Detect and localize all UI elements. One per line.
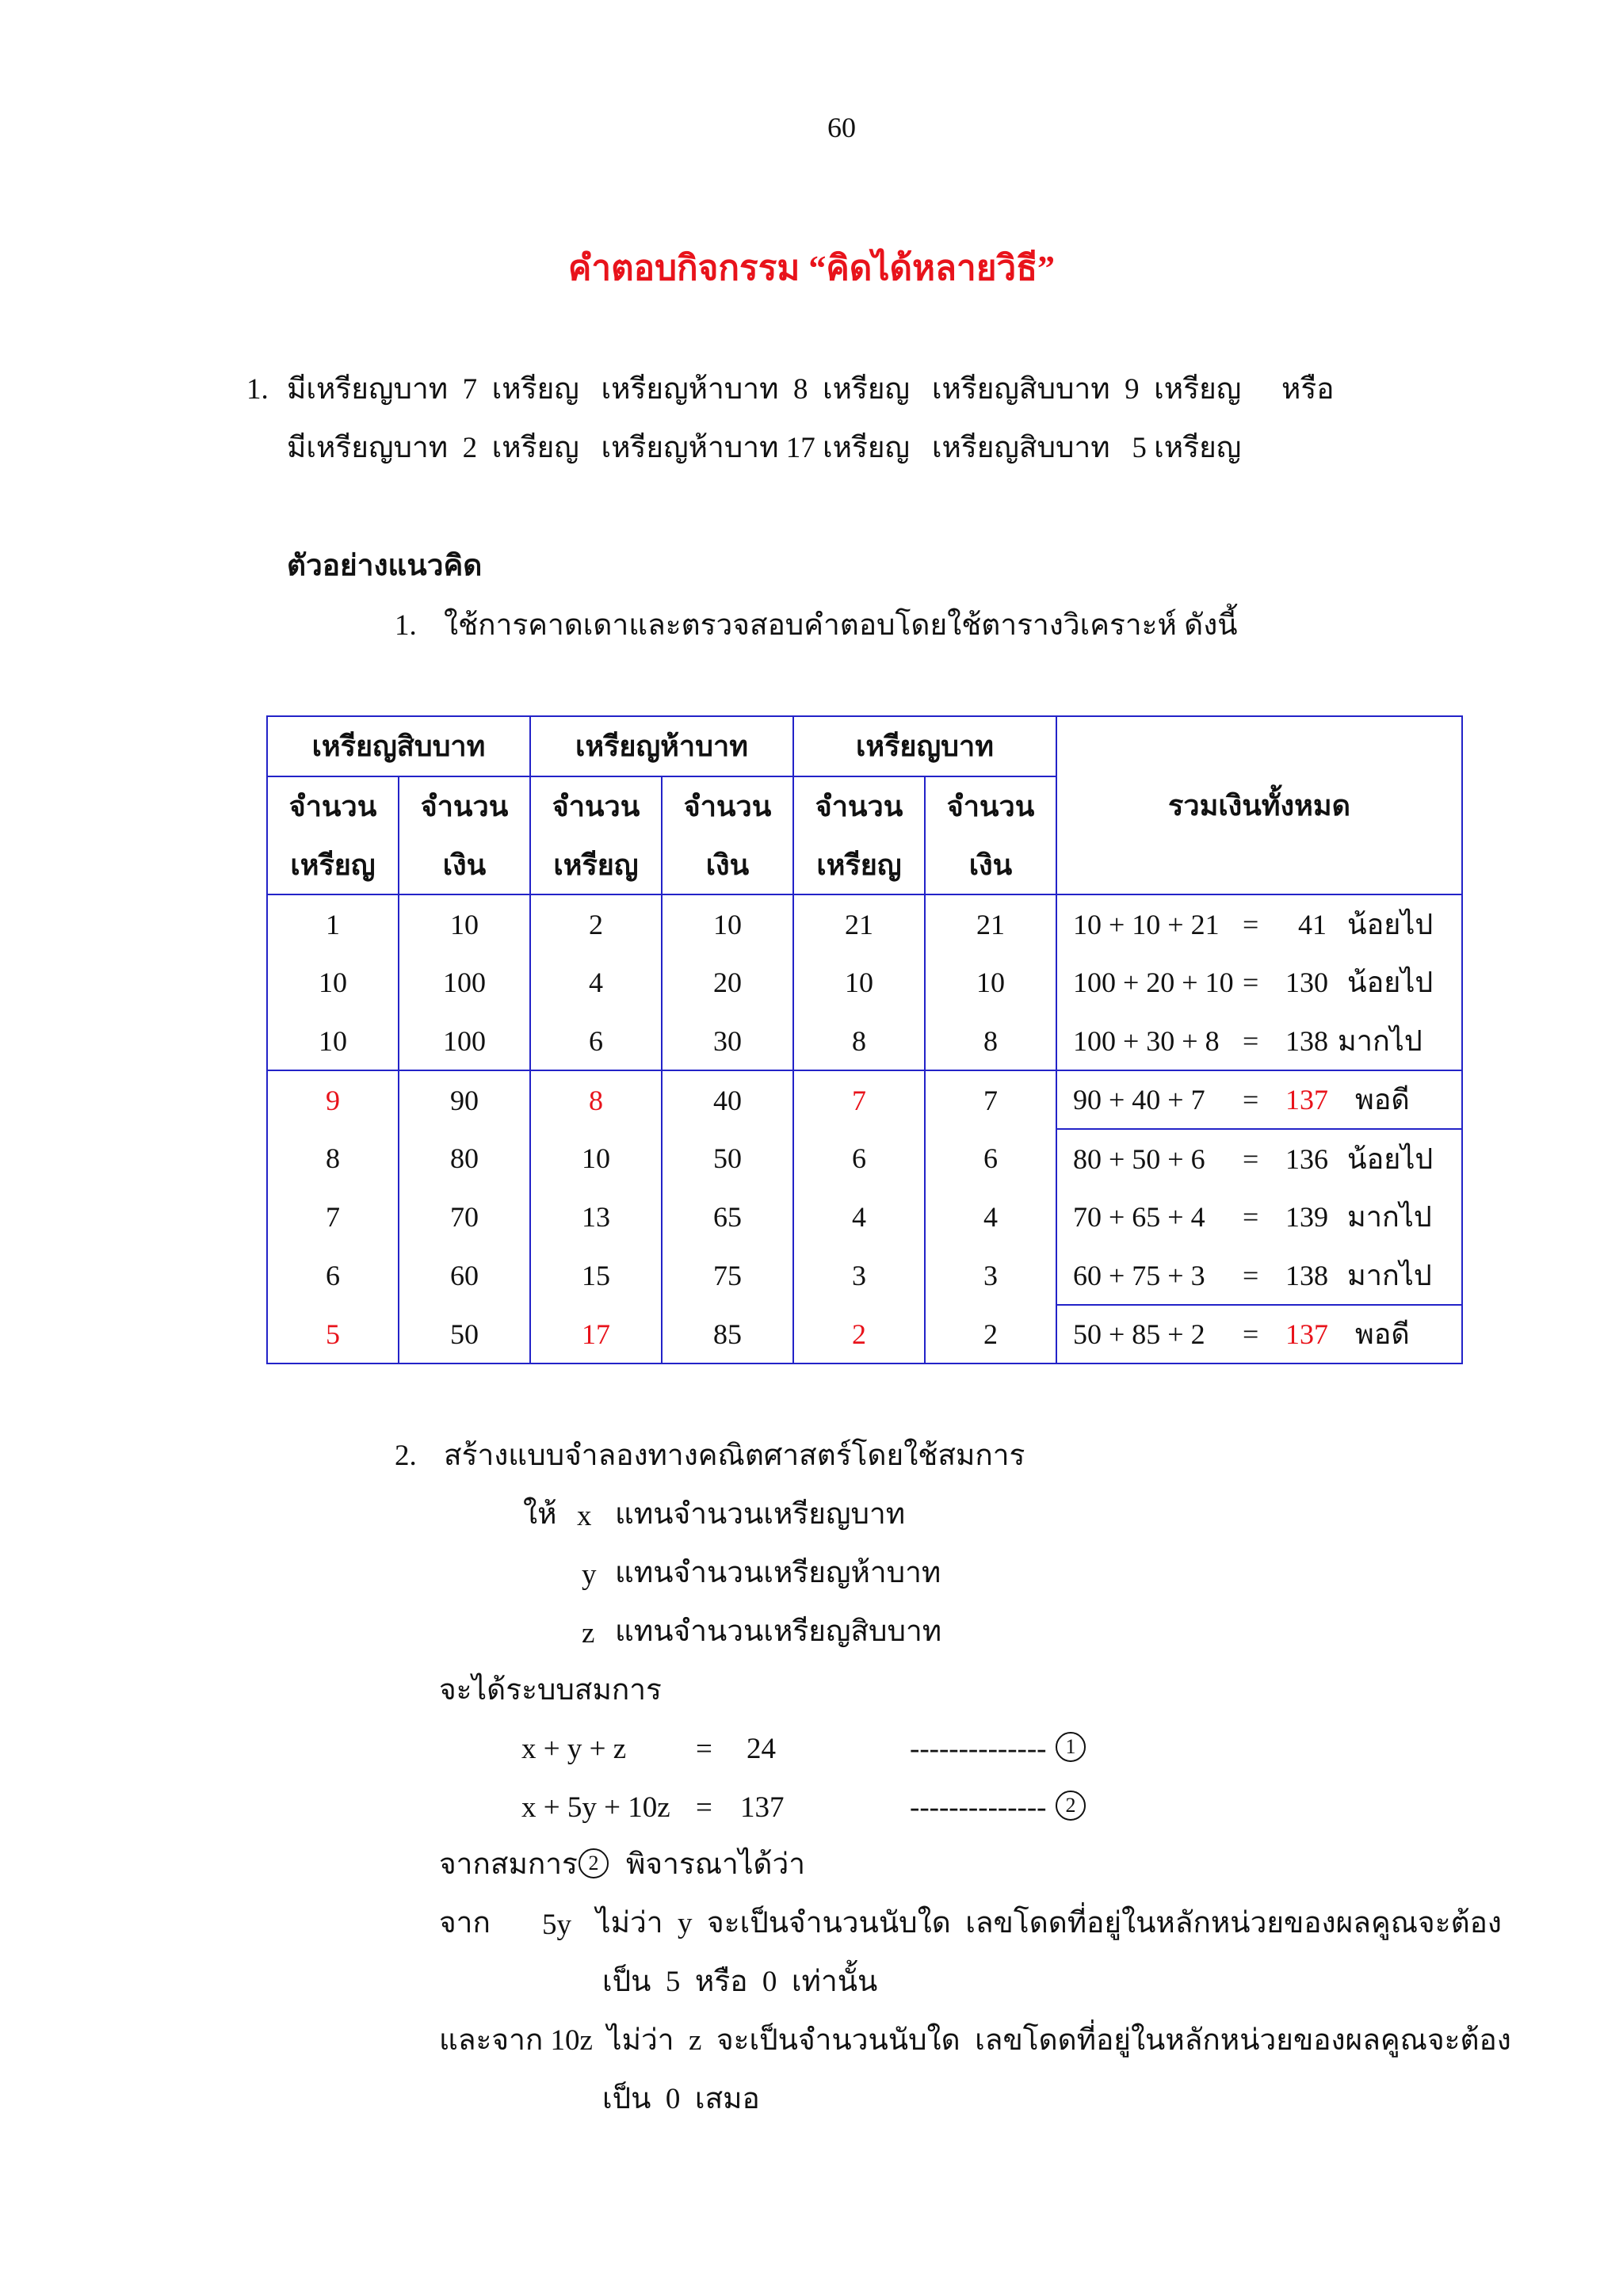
consider-prefix: จากสมการ <box>439 1848 578 1881</box>
page-number: 60 <box>827 112 856 143</box>
total-expression: 10 + 10 + 21 <box>1073 908 1220 940</box>
cell-five-money: 50 <box>662 1129 793 1188</box>
cell-five-count: 17 <box>530 1305 662 1363</box>
table-row <box>267 1129 1462 1188</box>
cell-one-count: 21 <box>793 894 925 953</box>
answer-or: หรือ <box>1281 373 1335 406</box>
cell-ten-count: 5 <box>267 1305 399 1363</box>
cell-ten-count: 10 <box>267 953 399 1012</box>
method-2-text: สร้างแบบจำลองทางคณิตศาสตร์โดยใช้สมการ <box>444 1440 1025 1472</box>
total-value: 136 <box>1285 1142 1328 1175</box>
total-expression: 80 + 50 + 6 <box>1073 1142 1205 1175</box>
method-1-number: 1. <box>395 609 417 642</box>
sub-header-count: จำนวน <box>530 776 662 836</box>
cell-ten-count: 6 <box>267 1246 399 1305</box>
equals-sign: = <box>1243 1201 1259 1233</box>
cell-total <box>1056 1070 1462 1129</box>
let-label: ให้ <box>523 1498 557 1531</box>
cell-five-count: 4 <box>530 953 662 1012</box>
system-intro: จะได้ระบบสมการ <box>439 1674 662 1707</box>
from-text-2: เป็น 5 หรือ 0 เท่านั้น <box>602 1966 878 1998</box>
equation-1-rhs: 24 <box>747 1733 776 1765</box>
equals-sign: = <box>1243 908 1259 940</box>
cell-ten-count: 9 <box>267 1070 399 1129</box>
cell-one-money: 7 <box>925 1070 1056 1129</box>
header-five-baht: เหรียญห้าบาท <box>530 716 793 776</box>
cell-ten-money: 50 <box>399 1305 530 1363</box>
sub-header-count-unit: เหรียญ <box>267 836 399 894</box>
total-expression: 100 + 20 + 10 <box>1073 967 1234 998</box>
total-expression: 50 + 85 + 2 <box>1073 1318 1205 1350</box>
cell-total <box>1056 1129 1462 1188</box>
sub-header-money: จำนวน <box>662 776 793 836</box>
method-1-text: ใช้การคาดเดาและตรวจสอบคำตอบโดยใช้ตารางวิเคราะห์ ดังนี้ <box>444 609 1238 642</box>
sub-header-count-unit: เหรียญ <box>793 836 925 894</box>
cell-one-count: 2 <box>793 1305 925 1363</box>
equals-sign: = <box>1243 1084 1259 1116</box>
cell-total <box>1056 894 1462 953</box>
cell-ten-count: 10 <box>267 1012 399 1070</box>
sub-header-money-unit: เงิน <box>662 836 793 894</box>
sub-header-money: จำนวน <box>925 776 1056 836</box>
equation-2-marker: 2 <box>1056 1788 1086 1821</box>
cell-five-count: 15 <box>530 1246 662 1305</box>
total-value: 41 <box>1298 908 1327 940</box>
total-value: 137 <box>1285 1084 1328 1116</box>
var-x: x <box>577 1500 592 1532</box>
cell-total <box>1056 1305 1462 1363</box>
cell-total <box>1056 1012 1462 1070</box>
answer-number: 1. <box>246 373 269 406</box>
var-z: z <box>582 1617 595 1650</box>
total-remark: มากไป <box>1338 1024 1423 1057</box>
cell-ten-money: 100 <box>399 1012 530 1070</box>
cell-five-money: 65 <box>662 1188 793 1246</box>
equation-1-equals: = <box>696 1733 712 1765</box>
total-expression: 70 + 65 + 4 <box>1073 1201 1205 1233</box>
method-2-number: 2. <box>395 1440 417 1472</box>
answer-line-2: มีเหรียญบาท 2 เหรียญ เหรียญห้าบาท 17 เหรียญ เหรียญสิบบาท 5 เหรียญ <box>287 432 1242 464</box>
total-remark: มากไป <box>1347 1201 1432 1233</box>
cell-one-count: 4 <box>793 1188 925 1246</box>
table-row <box>267 953 1462 1012</box>
cell-ten-money: 80 <box>399 1129 530 1188</box>
sub-header-count: จำนวน <box>793 776 925 836</box>
total-remark: น้อยไป <box>1347 1142 1434 1175</box>
cell-one-count: 6 <box>793 1129 925 1188</box>
equation-2-equals: = <box>696 1791 712 1824</box>
cell-one-count: 7 <box>793 1070 925 1129</box>
total-value: 130 <box>1285 967 1328 998</box>
equation-2-leader: -------------- <box>910 1791 1047 1824</box>
cell-one-count: 10 <box>793 953 925 1012</box>
equals-sign: = <box>1243 967 1259 998</box>
cell-five-count: 8 <box>530 1070 662 1129</box>
total-remark: มากไป <box>1347 1259 1432 1291</box>
total-expression: 100 + 30 + 8 <box>1073 1024 1220 1057</box>
sub-header-count: จำนวน <box>267 776 399 836</box>
and-text: ไม่ว่า z จะเป็นจำนวนนับใด เลขโดดที่อยู่ในหลักหน่วยของผลคูณจะต้อง <box>607 2024 1511 2057</box>
cell-five-money: 10 <box>662 894 793 953</box>
table-row <box>267 1246 1462 1305</box>
and-text-2: เป็น 0 เสมอ <box>602 2083 760 2115</box>
cell-one-money: 8 <box>925 1012 1056 1070</box>
cell-ten-money: 60 <box>399 1246 530 1305</box>
var-y: y <box>582 1558 597 1591</box>
total-expression: 60 + 75 + 3 <box>1073 1259 1205 1291</box>
cell-one-money: 3 <box>925 1246 1056 1305</box>
sub-header-money: จำนวน <box>399 776 530 836</box>
cell-five-money: 75 <box>662 1246 793 1305</box>
page-title: คำตอบกิจกรรม “คิดได้หลายวิธี” <box>567 249 1056 288</box>
cell-one-money: 2 <box>925 1305 1056 1363</box>
sub-header-money-unit: เงิน <box>925 836 1056 894</box>
cell-one-money: 10 <box>925 953 1056 1012</box>
table-row <box>267 1012 1462 1070</box>
cell-five-money: 20 <box>662 953 793 1012</box>
cell-ten-money: 70 <box>399 1188 530 1246</box>
analysis-table <box>266 715 1463 1364</box>
cell-total <box>1056 1188 1462 1246</box>
cell-one-money: 21 <box>925 894 1056 953</box>
cell-ten-count: 7 <box>267 1188 399 1246</box>
cell-one-count: 8 <box>793 1012 925 1070</box>
and-label: และจาก 10z <box>439 2024 593 2057</box>
total-remark: พอดี <box>1355 1318 1410 1350</box>
total-remark: น้อยไป <box>1347 967 1434 998</box>
table-row <box>267 1070 1462 1129</box>
equals-sign: = <box>1243 1259 1259 1291</box>
equation-2-lhs: x + 5y + 10z <box>521 1791 670 1824</box>
header-total: รวมเงินทั้งหมด <box>1056 716 1462 894</box>
cell-ten-money: 100 <box>399 953 530 1012</box>
equation-1-leader: -------------- <box>910 1733 1047 1765</box>
cell-total <box>1056 953 1462 1012</box>
sub-header-count-unit: เหรียญ <box>530 836 662 894</box>
cell-ten-money: 90 <box>399 1070 530 1129</box>
consider-marker: 2 <box>579 1846 609 1878</box>
from-text: ไม่ว่า y จะเป็นจำนวนนับใด เลขโดดที่อยู่ในหลักหน่วยของผลคูณจะต้อง <box>596 1907 1502 1939</box>
cell-ten-count: 1 <box>267 894 399 953</box>
total-remark: พอดี <box>1355 1084 1410 1116</box>
cell-five-count: 2 <box>530 894 662 953</box>
table-row <box>267 1188 1462 1246</box>
total-value: 138 <box>1285 1024 1328 1057</box>
cell-one-money: 6 <box>925 1129 1056 1188</box>
from-label: จาก <box>439 1907 491 1939</box>
sub-header-money-unit: เงิน <box>399 836 530 894</box>
cell-five-money: 30 <box>662 1012 793 1070</box>
cell-five-count: 10 <box>530 1129 662 1188</box>
var-y-desc: แทนจำนวนเหรียญห้าบาท <box>615 1557 941 1589</box>
answer-line-1: มีเหรียญบาท 7 เหรียญ เหรียญห้าบาท 8 เหรียญ เหรียญสิบบาท 9 เหรียญ <box>287 373 1242 406</box>
total-value: 138 <box>1285 1259 1328 1291</box>
cell-ten-money: 10 <box>399 894 530 953</box>
cell-five-money: 40 <box>662 1070 793 1129</box>
cell-one-count: 3 <box>793 1246 925 1305</box>
total-value: 139 <box>1285 1201 1328 1233</box>
equals-sign: = <box>1243 1142 1259 1175</box>
equals-sign: = <box>1243 1024 1259 1057</box>
equals-sign: = <box>1243 1318 1259 1350</box>
table-row <box>267 894 1462 953</box>
cell-five-count: 6 <box>530 1012 662 1070</box>
total-value: 137 <box>1285 1318 1328 1350</box>
cell-one-money: 4 <box>925 1188 1056 1246</box>
equation-1-marker: 1 <box>1056 1730 1086 1762</box>
var-x-desc: แทนจำนวนเหรียญบาท <box>615 1498 906 1531</box>
equation-1-lhs: x + y + z <box>521 1733 627 1765</box>
header-one-baht: เหรียญบาท <box>793 716 1056 776</box>
cell-five-count: 13 <box>530 1188 662 1246</box>
consider-suffix: พิจารณาได้ว่า <box>626 1848 806 1881</box>
cell-total <box>1056 1246 1462 1305</box>
from-term: 5y <box>542 1909 571 1941</box>
total-expression: 90 + 40 + 7 <box>1073 1084 1205 1116</box>
header-ten-baht: เหรียญสิบบาท <box>267 716 530 776</box>
example-heading: ตัวอย่างแนวคิด <box>287 550 483 582</box>
cell-five-money: 85 <box>662 1305 793 1363</box>
table-row <box>267 1305 1462 1363</box>
equation-2-rhs: 137 <box>740 1791 785 1824</box>
cell-ten-count: 8 <box>267 1129 399 1188</box>
total-remark: น้อยไป <box>1347 908 1434 940</box>
var-z-desc: แทนจำนวนเหรียญสิบบาท <box>615 1615 942 1648</box>
